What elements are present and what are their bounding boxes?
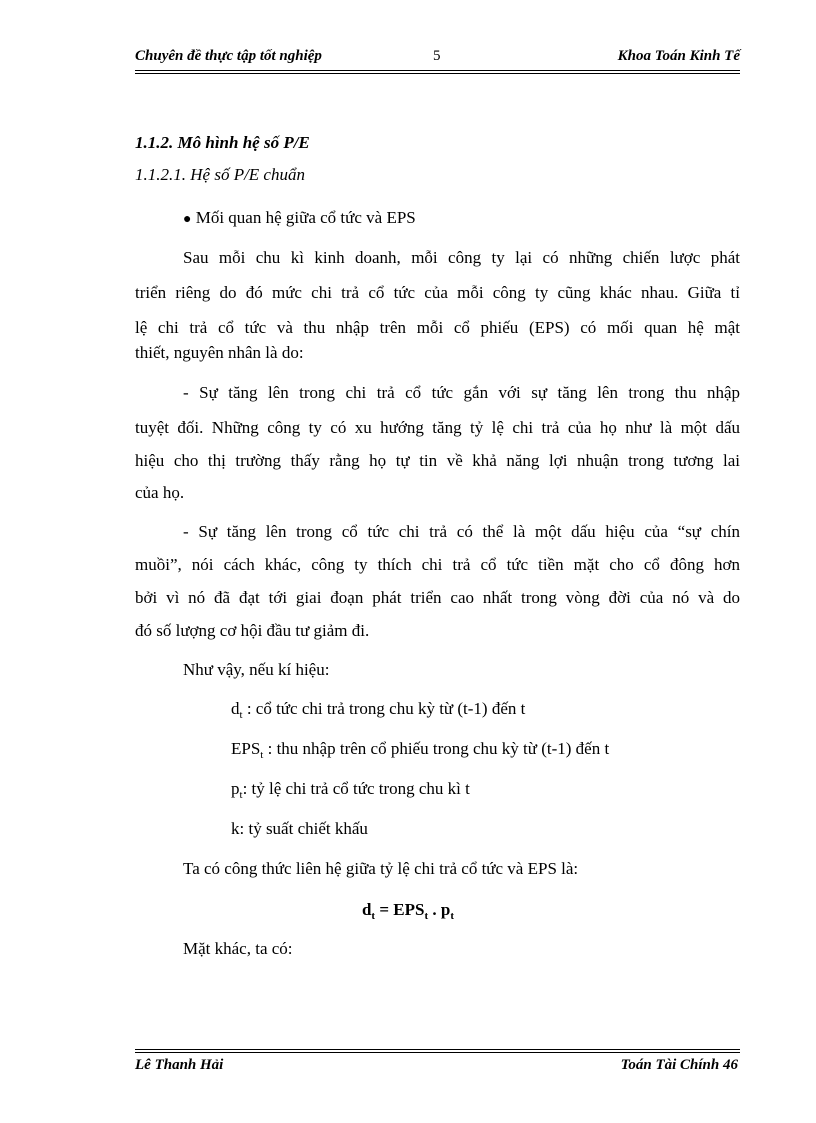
- paragraph-line: triển riêng do đó mức chi trả cổ tức của mỗi công ty cũng khác nhau. Giữa tỉ: [135, 283, 740, 302]
- paragraph-line: thiết, nguyên nhân là do:: [135, 343, 304, 362]
- paragraph-line: Ta có công thức liên hệ giữa tỷ lệ chi trả cổ tức và EPS là:: [183, 859, 579, 878]
- symbol-k: k: tỷ suất chiết khấu: [231, 819, 368, 838]
- footer-rule: [135, 1052, 740, 1053]
- symbol-d: $d_t$ : cổ tức chi trả trong chu kỳ từ (t-1) đến t: [231, 699, 526, 721]
- bullet-text: Mối quan hệ giữa cổ tức và EPS: [195, 208, 416, 227]
- header-rule-thin: [135, 73, 740, 74]
- symbol-p: $p_t$: tỷ lệ chi trả cổ tức trong chu kì t: [231, 779, 470, 801]
- footer-rule-thin: [135, 1049, 740, 1050]
- bullet-item: [183, 208, 416, 230]
- paragraph-line: bởi vì nó đã đạt tới giai đoạn phát triển cao nhất trong vòng đời của nó và do: [135, 588, 740, 607]
- paragraph-line: - Sự tăng lên trong chi trả cổ tức gắn với sự tăng lên trong thu nhập: [183, 383, 740, 402]
- header-right: Khoa Toán Kinh Tế: [617, 48, 740, 64]
- paragraph-line: Mặt khác, ta có:: [183, 939, 293, 958]
- paragraph-line: Sau mỗi chu kì kinh doanh, mỗi công ty lại có những chiến lược phát: [183, 248, 740, 267]
- footer-right: Toán Tài Chính 46: [620, 1057, 738, 1073]
- paragraph-line: đó số lượng cơ hội đầu tư giảm đi.: [135, 621, 370, 640]
- paragraph-line: hiệu cho thị trường thấy rằng họ tự tin về khả năng lợi nhuận trong tương lai: [135, 451, 740, 470]
- paragraph-line: của họ.: [135, 483, 185, 502]
- subsection-heading: 1.1.2.1. Hệ số P/E chuẩn: [135, 165, 305, 184]
- formula: $d_t = EPS_t$ . $p_t$: [361, 900, 455, 922]
- page-number: 5: [433, 48, 441, 64]
- paragraph-line: lệ chi trả cổ tức và thu nhập trên mỗi cổ phiếu (EPS) có mối quan hệ mật: [135, 318, 740, 337]
- header-rule: [135, 70, 740, 71]
- bullet-icon: ●: [183, 212, 192, 227]
- paragraph-line: tuyệt đối. Những công ty có xu hướng tăng tỷ lệ chi trả của họ như là một dấu: [135, 418, 740, 437]
- symbol-eps: $EPS_t$ : thu nhập trên cổ phiếu trong chu kỳ từ (t-1) đến t: [231, 739, 610, 761]
- paragraph-line: - Sự tăng lên trong cổ tức chi trả có thể là một dấu hiệu của “sự chín: [183, 522, 740, 541]
- section-heading: 1.1.2. Mô hình hệ số P/E: [135, 133, 310, 152]
- header-left: Chuyên đề thực tập tốt nghiệp: [135, 48, 322, 64]
- paragraph-line: muồi”, nói cách khác, công ty thích chi trả cổ tức tiền mặt cho cổ đông hơn: [135, 555, 740, 574]
- footer-left: Lê Thanh Hải: [135, 1057, 224, 1073]
- paragraph-line: Như vậy, nếu kí hiệu:: [183, 660, 330, 679]
